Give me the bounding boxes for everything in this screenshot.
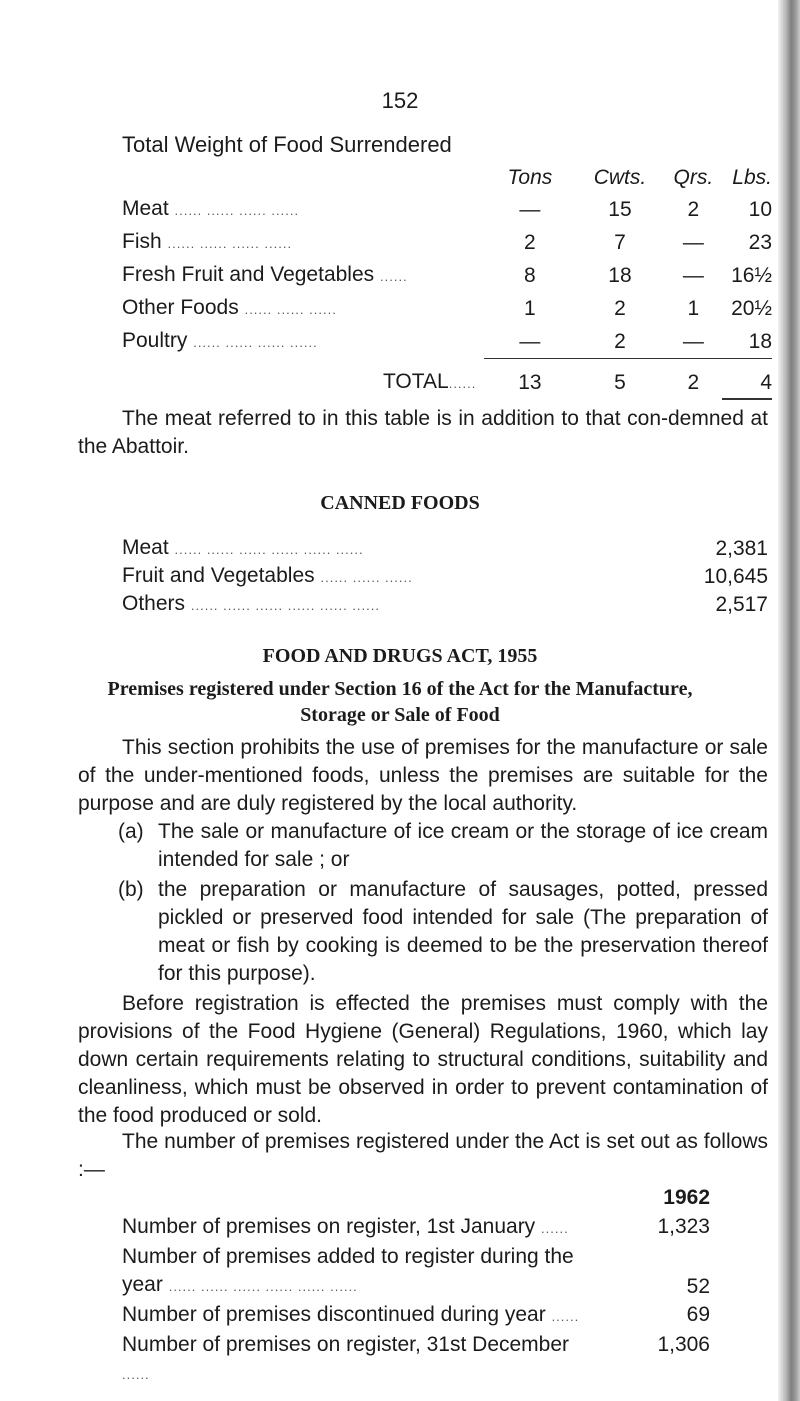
canned-foods-heading: CANNED FOODS (320, 492, 480, 514)
cell-lbs: 23 (748, 231, 772, 254)
meat-note-paragraph: The meat referred to in this table is in addition to that con-demned at the Abattoir. (78, 407, 768, 458)
row-value: 2,381 (715, 537, 768, 560)
table-row (122, 535, 768, 563)
leader-dots: ...... (380, 269, 408, 284)
row-label: Number of premises added to register during the year (122, 1245, 574, 1296)
row-value: 2,517 (715, 593, 768, 616)
leader-dots: ...... ...... ...... (320, 570, 413, 585)
row-value: 1,306 (657, 1333, 710, 1356)
table-row (122, 591, 768, 619)
row-label: Fish (122, 230, 162, 253)
stats-header-row (122, 1183, 768, 1213)
page-number: 152 (381, 88, 419, 113)
list-item-b (78, 876, 768, 988)
total-label: TOTAL (382, 370, 449, 393)
item-text: the preparation or manufacture of sausages, potted, pressed pickled or preserved food intended for sale (The preparation of meat or fish by cooking is deemed to be the preservation thereof for this purpose). (158, 878, 768, 985)
item-text: The sale or manufacture of ice cream or the storage of ice cream intended for sale ; or (158, 820, 768, 871)
cell-cwts: 2 (614, 329, 626, 353)
table-row (122, 563, 768, 591)
row-label: Poultry (122, 329, 188, 352)
item-marker: (a) (118, 820, 144, 843)
cell-cwts: 18 (608, 264, 632, 287)
table-row (122, 259, 772, 292)
act-heading: FOOD AND DRUGS ACT, 1955 (262, 645, 538, 667)
cell-tons: — (519, 198, 541, 221)
header-cwts: Cwts. (593, 166, 647, 189)
table-row (122, 1301, 768, 1331)
row-label: Fruit and Vegetables (122, 564, 315, 587)
row-value: 69 (686, 1303, 710, 1326)
leader-dots: ...... ...... ...... ...... ...... ...... (168, 1279, 358, 1294)
cell-lbs: 18 (748, 329, 772, 353)
cell-lbs: 16½ (731, 264, 772, 287)
leader-dots: ...... (122, 1367, 150, 1382)
list-item-a (78, 818, 768, 874)
cell-qrs: 2 (687, 198, 700, 221)
header-tons: Tons (507, 166, 553, 189)
row-label: Meat (122, 197, 169, 220)
section-heading-line-2: Storage or Sale of Food (300, 704, 500, 726)
leader-dots: ...... (551, 1309, 580, 1324)
table-row (122, 1213, 768, 1243)
cell-lbs: 10 (748, 198, 772, 221)
cell-cwts: 7 (614, 231, 626, 254)
total-lbs: 4 (722, 358, 772, 399)
total-cwts: 5 (575, 358, 664, 399)
cell-cwts: 15 (608, 198, 632, 221)
year-heading: 1962 (663, 1186, 710, 1209)
table-row (122, 193, 772, 226)
table-row (122, 1331, 768, 1389)
row-label: Number of premises discontinued during year (122, 1303, 546, 1326)
leader-dots: ...... ...... ...... ...... ...... ...... (190, 598, 380, 613)
cell-lbs: 20½ (731, 297, 772, 320)
total-row (122, 358, 772, 399)
cell-tons: — (519, 329, 541, 353)
leader-dots: ...... ...... ...... ...... (193, 335, 318, 350)
section-heading-line-1: Premises registered under Section 16 of the Act for the Manufacture, (107, 678, 693, 700)
premises-stats-table (122, 1183, 768, 1389)
cell-qrs: — (682, 264, 704, 287)
cell-qrs: 1 (687, 297, 700, 320)
row-label: Other Foods (122, 296, 239, 319)
header-qrs: Qrs. (673, 166, 714, 189)
cell-tons: 8 (524, 264, 536, 287)
canned-foods-table (122, 535, 768, 619)
leader-dots: ...... (448, 376, 477, 391)
cell-tons: 1 (524, 297, 536, 320)
row-label: Meat (122, 536, 169, 559)
cell-qrs: — (682, 231, 704, 254)
row-value: 10,645 (703, 565, 768, 588)
leader-dots: ...... ...... ...... (244, 302, 337, 317)
row-label: Others (122, 592, 186, 615)
table-row (122, 292, 772, 325)
registration-paragraph: Before registration is effected the premises must comply with the provisions of the Food Hygiene (General) Regulations, 1960, which lay down certain requirements relating to structural conditions, suitability and cleanliness, which must be observed in order to prevent contamination of the food produced or sold. (78, 992, 768, 1127)
header-lbs: Lbs. (732, 166, 772, 189)
total-qrs: 2 (665, 358, 723, 399)
row-label: Number of premises on register, 31st December (122, 1333, 570, 1356)
weight-table-title: Total Weight of Food Surrendered (122, 132, 452, 157)
leader-dots: ...... (541, 1221, 569, 1236)
table-row (122, 226, 772, 259)
item-marker: (b) (118, 878, 144, 901)
leader-dots: ...... ...... ...... ...... (174, 203, 300, 218)
row-label: Number of premises on register, 1st January (122, 1215, 536, 1238)
row-value: 52 (686, 1275, 710, 1298)
cell-cwts: 2 (614, 297, 626, 320)
section-paragraph: This section prohibits the use of premises for the manufacture or sale of the under-mentioned foods, unless the premises are suitable for the purpose and are duly registered by the local authority. (78, 736, 768, 815)
table-row (122, 1243, 768, 1301)
total-tons: 13 (484, 358, 575, 399)
weight-table (122, 162, 772, 400)
number-paragraph: The number of premises registered under the Act is set out as follows :— (78, 1130, 768, 1181)
cell-tons: 2 (524, 231, 536, 254)
leader-dots: ...... ...... ...... ...... (167, 236, 293, 251)
row-label: Fresh Fruit and Vegetables (122, 263, 375, 286)
row-value: 1,323 (657, 1215, 710, 1238)
cell-qrs: — (682, 329, 704, 353)
table-row (122, 325, 772, 358)
leader-dots: ...... ...... ...... ...... ...... ...... (174, 542, 364, 557)
weight-table-header (122, 162, 772, 193)
